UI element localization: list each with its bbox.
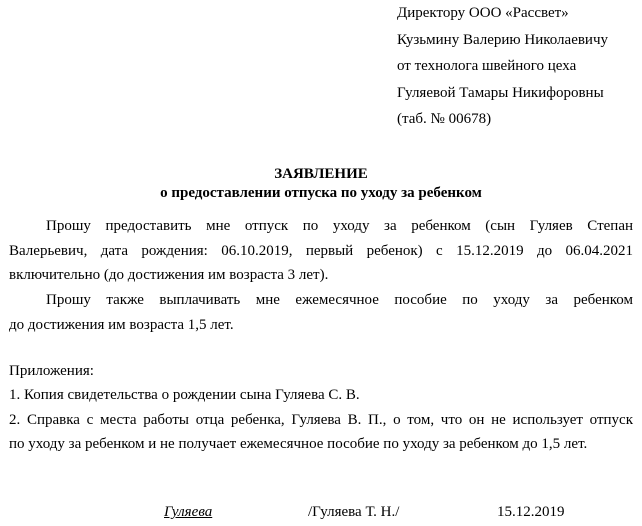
attachments-label: Приложения: xyxy=(9,363,94,379)
paragraph-allowance-request xyxy=(9,288,633,337)
title-main: ЗАЯВЛЕНИЕ xyxy=(274,166,368,182)
signature-decode: /Гуляева Т. Н./ xyxy=(308,504,400,520)
attachments-list xyxy=(9,383,633,457)
header-line: Гуляевой Тамары Никифоровны xyxy=(397,84,604,101)
attachment-item: 2. Справка с места работы отца ребенка, Гуляева В. П., о том, что он не использует отпуск xyxy=(9,411,633,428)
paragraph-line: до достижения им возраста 1,5 лет. xyxy=(9,316,234,333)
paragraph-line: Прошу также выплачивать мне ежемесячное пособие по уходу за ребенком xyxy=(46,292,633,308)
title-subtitle: о предоставлении отпуска по уходу за ребенком xyxy=(160,185,482,201)
paragraph-line: включительно (до достижения им возраста 3 лет). xyxy=(9,267,329,283)
header-line: Кузьмину Валерию Николаевичу xyxy=(397,31,609,48)
header-line: (таб. № 00678) xyxy=(397,111,492,127)
signature-date: 15.12.2019 xyxy=(497,504,565,520)
paragraph-leave-request xyxy=(9,214,633,288)
attachment-item: 1. Копия свидетельства о рождении сына Гуляева С. В. xyxy=(9,387,360,403)
header-line: от технолога швейного цеха xyxy=(397,58,577,74)
document-title xyxy=(0,165,642,203)
paragraph-line: Прошу предоставить мне отпуск по уходу за ребенком (сын Гуляев Степан xyxy=(46,218,633,234)
paragraph-line: Валерьевич, дата рождения: 06.10.2019, первый ребенок) с 15.12.2019 до 06.04.2021 xyxy=(9,242,633,259)
addressee-block xyxy=(397,0,639,133)
signature: Гуляева xyxy=(164,504,213,520)
header-line: Директору ООО «Рассвет» xyxy=(397,5,569,21)
attachment-item: по уходу за ребенком и не получает ежемесячное пособие по уходу за ребенком до 1,5 лет. xyxy=(9,436,588,452)
